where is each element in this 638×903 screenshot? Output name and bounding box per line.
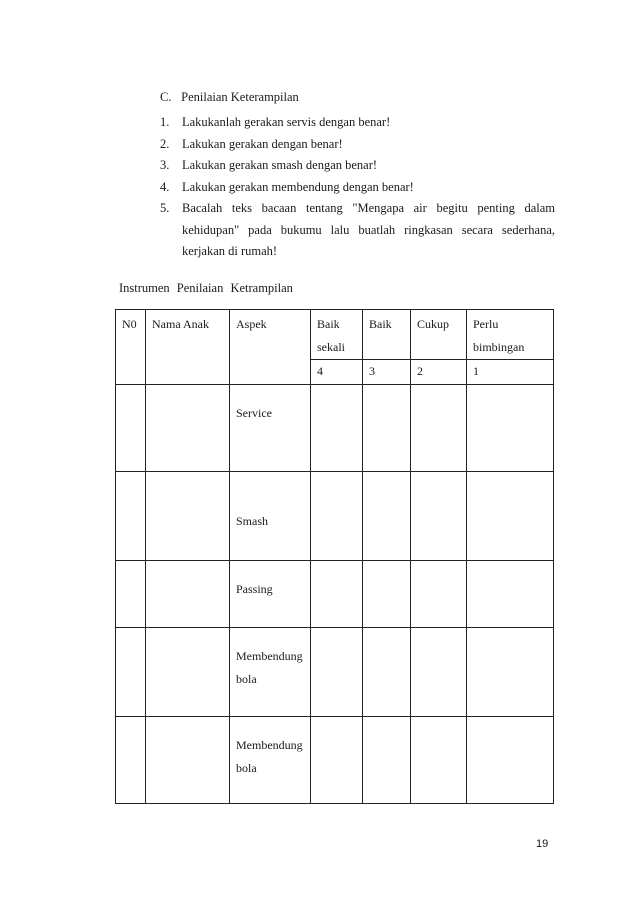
- list-item: [160, 177, 555, 199]
- score-box: [411, 717, 467, 804]
- no-cell: [116, 385, 146, 472]
- table-header-row: [116, 310, 554, 360]
- name-cell: [146, 717, 230, 804]
- table-row: [116, 717, 554, 804]
- section-letter: C.: [160, 90, 172, 104]
- header-cell-perlu-bimbingan: Perlu bimbingan: [467, 310, 554, 360]
- score-box: [363, 385, 411, 472]
- score-box: [467, 717, 554, 804]
- name-cell: [146, 628, 230, 717]
- table-row: [116, 628, 554, 717]
- score-box: [363, 472, 411, 561]
- header-cell-baik: Baik: [363, 310, 411, 360]
- list-text: Lakukanlah gerakan servis dengan benar!: [182, 115, 391, 129]
- no-cell: [116, 717, 146, 804]
- table-row: [116, 472, 554, 561]
- score-cell: 2: [411, 360, 467, 385]
- list-number: 1.: [160, 115, 170, 129]
- score-box: [411, 385, 467, 472]
- score-box: [363, 561, 411, 628]
- score-cell: 4: [311, 360, 363, 385]
- header-cell-baik-sekali: Baik sekali: [311, 310, 363, 360]
- score-box: [467, 385, 554, 472]
- list-number: 4.: [160, 179, 170, 194]
- name-cell: [146, 472, 230, 561]
- score-box: [311, 717, 363, 804]
- list-text: Bacalah teks bacaan tentang "Mengapa air begitu penting dalam kehidupan" pada bukumu lalu buatlah ringkasan secara sederhana, kerjakan di rumah!: [182, 201, 555, 258]
- list-item: [160, 112, 555, 134]
- score-box: [467, 472, 554, 561]
- header-cell-name: Nama Anak: [146, 310, 230, 385]
- aspect-cell: Membendung bola: [230, 628, 311, 717]
- score-box: [411, 472, 467, 561]
- aspect-cell: Passing: [230, 561, 311, 628]
- score-box: [363, 628, 411, 717]
- list-text: Lakukan gerakan membendung dengan benar!: [182, 179, 414, 194]
- header-cell-aspect: Aspek: [230, 310, 311, 385]
- header-cell-cukup: Cukup: [411, 310, 467, 360]
- aspect-cell: Smash: [230, 472, 311, 561]
- name-cell: [146, 385, 230, 472]
- list-number: 2.: [160, 136, 170, 151]
- score-box: [311, 561, 363, 628]
- score-box: [311, 628, 363, 717]
- score-box: [467, 561, 554, 628]
- no-cell: [116, 628, 146, 717]
- list-item: [160, 155, 555, 177]
- assessment-table: [115, 309, 554, 804]
- score-box: [467, 628, 554, 717]
- table-row: [116, 385, 554, 472]
- task-list: [160, 112, 555, 263]
- section-title: Penilaian Keterampilan: [181, 90, 299, 104]
- table-row: [116, 561, 554, 628]
- page-number: 19: [536, 838, 549, 850]
- list-number: 3.: [160, 158, 170, 172]
- score-box: [311, 385, 363, 472]
- score-cell: 1: [467, 360, 554, 385]
- list-text: Lakukan gerakan dengan benar!: [182, 136, 343, 151]
- aspect-cell: Service: [230, 385, 311, 472]
- section-heading: [160, 90, 299, 105]
- list-number: 5.: [160, 201, 170, 215]
- table-title: Instrumen Penilaian Ketrampilan: [119, 281, 293, 295]
- score-box: [363, 717, 411, 804]
- score-box: [311, 472, 363, 561]
- header-cell-no: N0: [116, 310, 146, 385]
- name-cell: [146, 561, 230, 628]
- score-box: [411, 628, 467, 717]
- list-text: Lakukan gerakan smash dengan benar!: [182, 158, 378, 172]
- list-item: [160, 198, 555, 263]
- no-cell: [116, 472, 146, 561]
- score-box: [411, 561, 467, 628]
- aspect-cell: Membendung bola: [230, 717, 311, 804]
- list-item: [160, 134, 555, 156]
- score-cell: 3: [363, 360, 411, 385]
- no-cell: [116, 561, 146, 628]
